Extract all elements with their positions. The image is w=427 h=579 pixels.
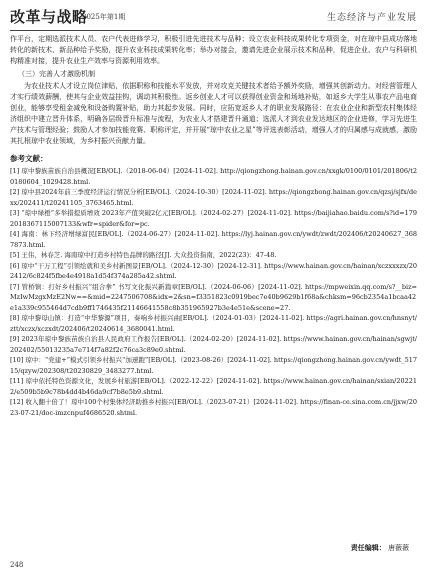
editor-label: 责任编辑：: [350, 544, 386, 552]
reference-item: [5] 王伟，林春芝. 海南琼中打造乡村特色品牌的路径[J]. 大众投资指南，2022(23)：47-48.: [10, 251, 277, 259]
paragraph-2: 为农业技术人才设立岗位津贴，依据职称和技能水平发放，并对攻克关键技术者给予额外奖励，增强其创新动力。对经营管理人才实行绩效薪酬，使其与企业效益挂钩，调动其积极性。返乡创业人才可以获得创业资金和场地补贴，如返乡大学生从事农产品电商创业，能够享受租金减免和设备购置补贴，助力其起步发展。同时，应拓宽返乡人才的职业发展路径：在农业企业和新型农村集体经济组织中建立晋升体系，明确各层级晋升标准与流程，为农业人才搭建晋升通道；选派人才到农业发达地区的企业进修，学习先进生产技术与管理经验；鼓励人才参加技能竞赛、职称评定，并开展“琼中农业之星”等评选表彰活动，增强人才的归属感与成就感，激励其扎根琼中农业领域，为乡村振兴贡献力量。: [10, 82, 417, 145]
section-label: 生态经济与产业发展: [326, 13, 417, 23]
reference-item: [12] 收入翻十倍了！琼中100个村集体经济助推乡村振兴[EB/OL].（2023-07-21）[2024-11-02]. https://finan-ce.sina.com.cn/jjxw/2023-07-21/doc-imzcnpuf4686520.shtml.: [10, 398, 417, 417]
responsible-editor: [351, 543, 409, 553]
paragraph-1: 作平台，定期选派技术人员、农户代表进修学习，积极引进先进技术与品种；设立农业科技成果转化专项资金，对在琼中县成功落地转化的新技术、新品种给予奖励，提升农业科技成果转化率；举办对接会，邀请先进企业展示技术和品种，促进企业、农户与科研机构精准对接，提升农业生产效率与资源利用效率。: [10, 35, 417, 65]
page-header: [10, 6, 417, 32]
reference-item: [7] 管桥镇：打好乡村振兴“组合拳” 书写文化振兴新篇章[EB/OL].（2024-06-06）[2024-11-02]. https://mpweixin.qq.com/s?__biz=MzIwMzgxMzE2Nw==&mid=2247506708&idx=2&sn=f3351823c0919bec7e40b9629b1f68a&chksm=96cb2354a1bcaa42e1a339c955464d7cdb9ff1746435f21146641558c8b351965927b3e4e51e&scene=27.: [10, 282, 417, 312]
reference-item: [8] 琼中黎母山镇：打造“中华黎源”项目，奏响乡村振兴曲[EB/OL].（2024-01-03）[2024-11-02]. https://agri.hainan.gov.cn/hnsnyt/ztt/xczx/xczxdt/202406/t20240614_3680041.html.: [10, 314, 417, 333]
page-number: 248: [10, 561, 24, 569]
reference-item: [11] 琼中依托特色资源文化，发展乡村旅游[EB/OL].（2022-12-22）[2024-11-02]. https://www.hainan.gov.cn/hainan/sxian/202212/e509b5b9c78b4dd4b46da9cf7b8e5b9.shtml.: [10, 377, 417, 396]
reference-item: [9] 2023年琼中黎族苗族自治县人民政府工作报告[EB/OL].（2024-02-20）[2024-11-02]. https://www.hainan.gov.cn/hainan/sgwjt/202402/55013235a7e714f7a82f2c76ca3c89e0.shtml.: [10, 335, 417, 354]
references-list: [10, 166, 417, 418]
references-heading: 参考文献：: [10, 154, 48, 163]
reference-item: [3] “琼中绿橙”多举措提质增效 2023年产值突破2亿元[EB/OL].（2024-02-27）[2024-11-02]. https://baijiahao.baidu.com/s?id=1792018367115007133&wfr=spider&for=pc.: [10, 209, 417, 228]
article-body: [10, 34, 417, 418]
header-divider: [10, 30, 417, 31]
reference-item: [1] 琼中黎族苗族自治县概况[EB/OL].（2018-06-04）[2024-11-02]. http://qiongzhong.hainan.gov.cn/xxgk/0100/0101/201806/t20180604_1029428.html.: [10, 167, 417, 186]
reference-item: [4] 海南：林下经济增绿富民[EB/OL].（2024-06-27）[2024-11-02]. https://lyj.hainan.gov.cn/ywdt/zwdt/202406/t20240627_3687873.html.: [10, 230, 417, 249]
reference-item: [10] 琼中：“党建+”模式引领乡村振兴“加速跑”[EB/OL].（2023-08-26）[2024-11-02]. https://qiongzhong.hainan.gov.cn/ywdt_51715/qzyw/202308/t20230829_3483277.html.: [10, 356, 417, 375]
issue-label: 2025年第1期: [82, 13, 126, 21]
section-subheading: （三）完善人才激励机制: [18, 70, 95, 78]
reference-item: [2] 琼中县2024年前三季度经济运行情况分析[EB/OL].（2024-10-30）[2024-11-02]. https://qiongzhong.hainan.gov.cn/qzsj/sjfx/dexx/202411/t20241105_3763465.html.: [10, 188, 417, 207]
editor-name: 唐薇薇: [388, 544, 409, 552]
reference-item: [6] 琼中“干万工程”引领绘就和美乡村新图景[EB/OL].（2024-12-30）[2024-12-31]. https://www.hainan.gov.cn/hainan/xczxxxzx/202412/6c824f5fbe4e4918a1d54f374a285a42.shtml.: [10, 261, 417, 280]
magazine-title: 改革与战略: [10, 8, 88, 26]
